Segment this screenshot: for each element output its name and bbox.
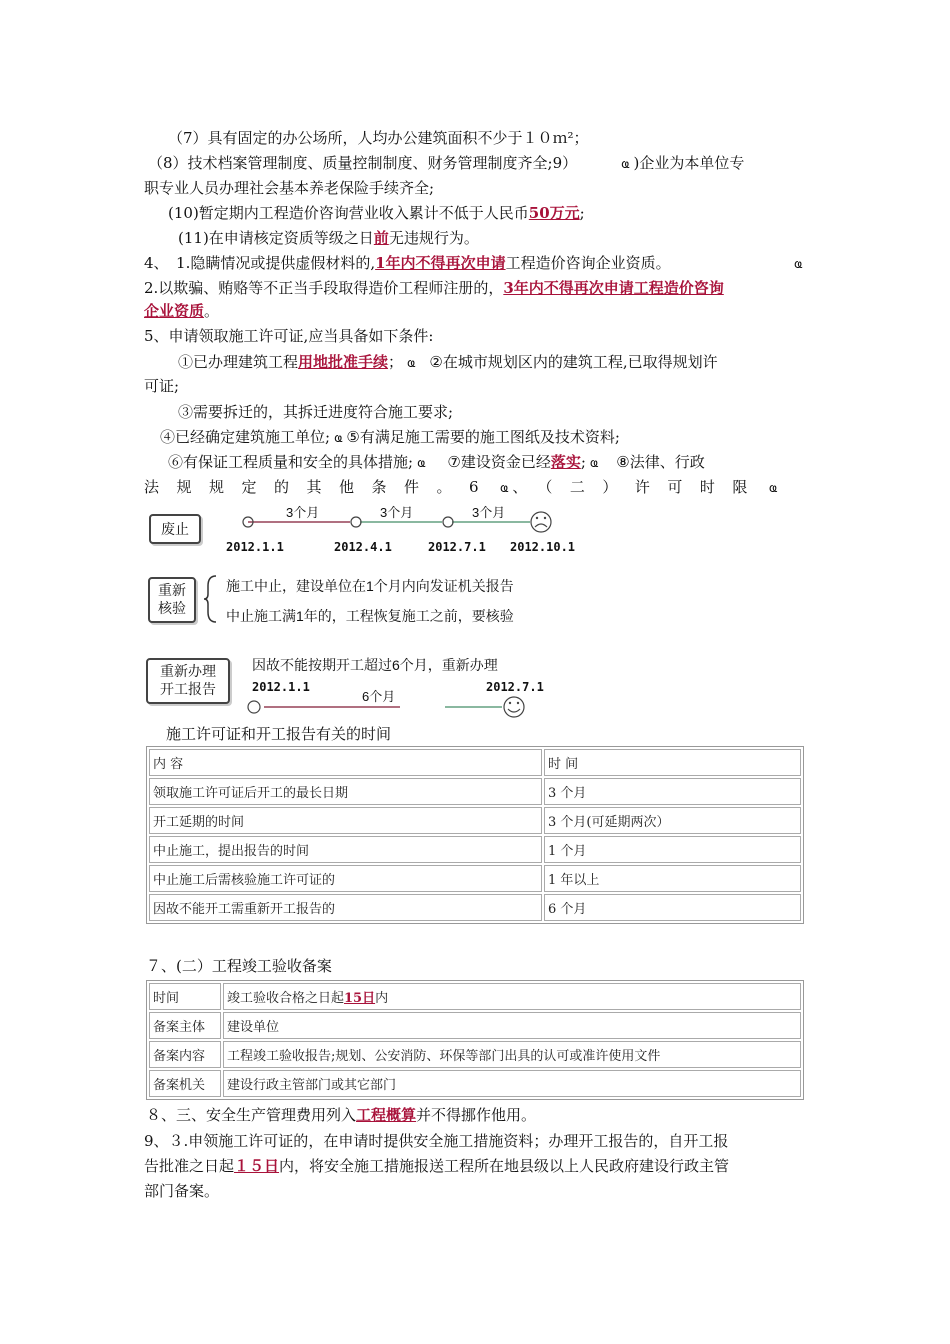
table-cell: 3 个月(可延期两次） [544, 807, 801, 834]
time-table [146, 746, 804, 924]
table-row [149, 865, 801, 892]
table-header: 时 间 [544, 749, 801, 776]
brace-icon [204, 574, 220, 624]
table-row [149, 836, 801, 863]
reverify-box: 重新 核验 [148, 577, 196, 623]
text-line: 可证; [144, 377, 180, 395]
table-row [149, 749, 801, 776]
table-row [149, 807, 801, 834]
mark-icon: ҩ [794, 257, 803, 271]
text-line: （7）具有固定的办公场所，人均办公建筑面积不少于１０ｍ²； [168, 129, 589, 147]
text-line: （8）技术档案管理制度、质量控制制度、财务管理制度齐全;9） ҩ )企业为本单位专 [148, 154, 745, 172]
table-cell: 中止施工，提出报告的时间 [149, 836, 542, 863]
table-header: 内 容 [149, 749, 542, 776]
text-line: 5、申请领取施工许可证,应当具备如下条件: [144, 327, 434, 345]
text-line: 企业资质。 [144, 302, 220, 320]
timeline-date: 2012.1.1 [252, 680, 310, 694]
text-line: ③需要拆迁的，其拆迁进度符合施工要求; [178, 403, 454, 421]
text-line: 职专业人员办理社会基本养老保险手续齐全; [144, 179, 435, 197]
table-row [149, 894, 801, 921]
text-line: 2.以欺骗、贿赂等不正当手段取得造价工程师注册的，3年内不得再次申请工程造价咨询 [144, 279, 724, 297]
timeline-label: 3个月 [472, 505, 506, 520]
text-line: ④已经确定建筑施工单位; ҩ ⑤有满足施工需要的施工图纸及技术资料; [160, 428, 620, 446]
text-line: ⑥有保证工程质量和安全的具体措施; ҩ ⑦建设资金已经落实; ҩ ⑧法律、行政 [168, 453, 705, 471]
timeline-date: 2012.4.1 [334, 540, 392, 554]
timeline-date: 2012.10.1 [510, 540, 576, 554]
table-cell: 因故不能开工需重新开工报告的 [149, 894, 542, 921]
reverify-text-1: 施工中止，建设单位在1个月内向发证机关报告 [226, 578, 514, 594]
reverify-text-2: 中止施工满1年的，工程恢复施工之前，要核验 [226, 608, 514, 624]
table-cell: 开工延期的时间 [149, 807, 542, 834]
table-cell: 领取施工许可证后开工的最长日期 [149, 778, 542, 805]
table-cell: 工程竣工验收报告;规划、公安消防、环保等部门出具的认可或准许使用文件 [223, 1041, 801, 1068]
table-cell: 1 个月 [544, 836, 801, 863]
table-cell: 备案机关 [149, 1070, 221, 1097]
table-caption: 施工许可证和开工报告有关的时间 [166, 725, 392, 743]
table-cell: 竣工验收合格之日起15日内 [223, 983, 801, 1010]
mark-icon: ҩ [589, 456, 599, 470]
table-cell: 6 个月 [544, 894, 801, 921]
mark-icon: ҩ [768, 481, 778, 495]
timeline-date: 2012.1.1 [226, 540, 284, 554]
filing-table [146, 980, 804, 1100]
text-line: (10)暂定期内工程造价咨询营业收入累计不低于人民币50万元; [168, 204, 585, 222]
timeline-date: 2012.7.1 [428, 540, 486, 554]
redo-report-text: 因故不能按期开工超过6个月，重新办理 [252, 657, 498, 673]
text-line: 9、３.申领施工许可证的，在申请时提供安全施工措施资料；办理开工报告的，自开工报 [144, 1132, 729, 1150]
table-cell: 备案主体 [149, 1012, 221, 1039]
timeline-label: 3个月 [380, 505, 414, 520]
abolish-box: 废止 [149, 514, 201, 544]
table-row [149, 983, 801, 1010]
mark-icon: ҩ [334, 431, 343, 445]
table-row [149, 1070, 801, 1097]
mark-icon: ҩ [417, 456, 426, 470]
section-title: ７、(二）工程竣工验收备案 [146, 957, 332, 975]
text-line: 法规规定的其他条件。6 ҩ 、（二）许可时限 ҩ [144, 478, 778, 496]
text-line: 部门备案。 [144, 1182, 220, 1200]
mark-icon: ҩ [500, 481, 509, 495]
table-cell: 1 年以上 [544, 865, 801, 892]
table-cell: 备案内容 [149, 1041, 221, 1068]
table-cell: 时间 [149, 983, 221, 1010]
text-line: ①已办理建筑工程用地批准手续； ҩ ②在城市规划区内的建筑工程,已取得规划许 [178, 353, 718, 371]
redo-report-box: 重新办理 开工报告 [146, 658, 230, 704]
table-cell: 3 个月 [544, 778, 801, 805]
timeline-date: 2012.7.1 [486, 680, 544, 694]
text-line: 告批准之日起１５日内，将安全施工措施报送工程所在地县级以上人民政府建设行政主管 [144, 1157, 730, 1175]
table-cell: 建设行政主管部门或其它部门 [223, 1070, 801, 1097]
mark-icon: ҩ [407, 356, 416, 370]
timeline-redo [240, 690, 530, 720]
text-line: 4、 1.隐瞒情况或提供虚假材料的,1年内不得再次申请工程造价咨询企业资质。 [144, 254, 671, 272]
timeline-label: 6个月 [362, 689, 396, 704]
table-cell: 建设单位 [223, 1012, 801, 1039]
table-cell: 中止施工后需核验施工许可证的 [149, 865, 542, 892]
table-row [149, 1041, 801, 1068]
timeline-label: 3个月 [286, 505, 320, 520]
text-line: ８、三、安全生产管理费用列入工程概算并不得挪作他用。 [146, 1106, 537, 1124]
table-row [149, 778, 801, 805]
text-line: (11)在申请核定资质等级之日前无违规行为。 [178, 229, 479, 247]
mark-icon: ҩ [621, 157, 630, 171]
table-row [149, 1012, 801, 1039]
